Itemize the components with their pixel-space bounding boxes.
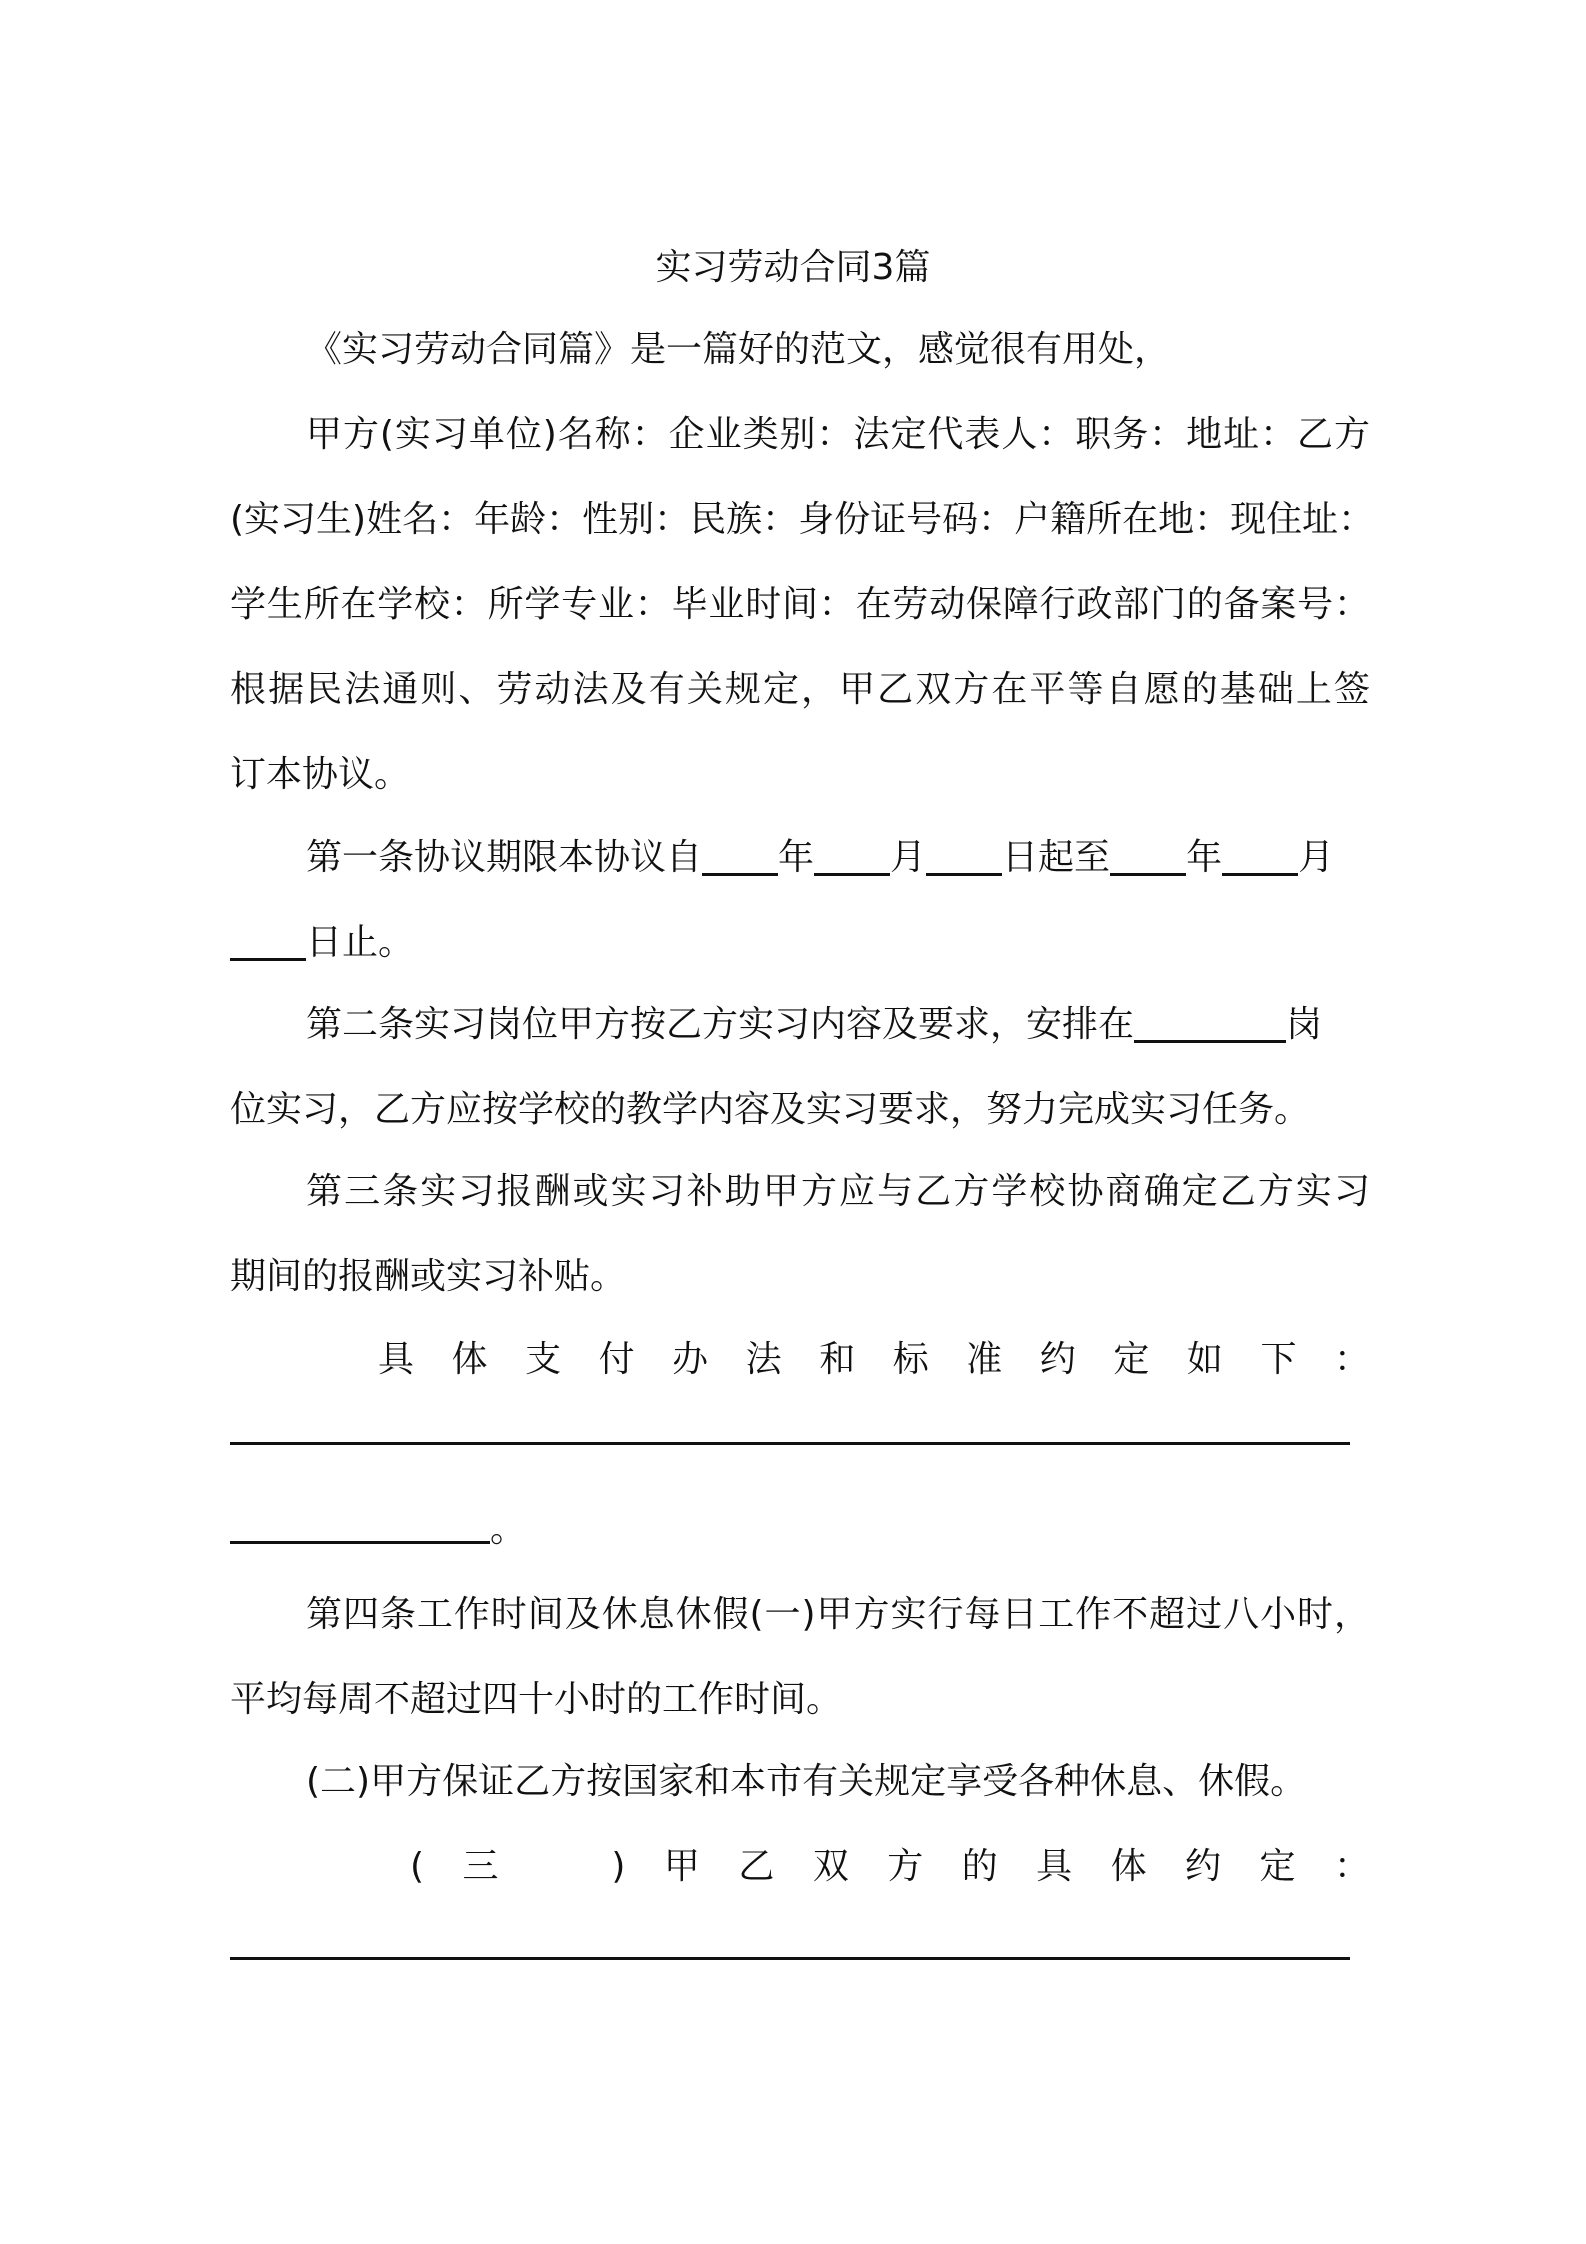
article3-line3: 具体支付办法和标准约定如下：: [378, 1339, 1370, 1380]
article4-line1: 第四条工作时间及休息休假(一)甲方实行每日工作不超过八小时，: [306, 1594, 1370, 1635]
document-title: 实习劳动合同3篇: [655, 247, 931, 288]
intro-line: 《实习劳动合同篇》是一篇好的范文，感觉很有用处，: [306, 329, 1171, 370]
article3-line2: 期间的报酬或实习补贴。: [230, 1256, 627, 1297]
article4-line2: 平均每周不超过四十小时的工作时间。: [230, 1679, 843, 1720]
period: 。: [490, 1509, 527, 1550]
article3-end-line: [230, 1505, 1370, 1555]
article2-line2: 位实习，乙方应按学校的教学内容及实习要求，努力完成实习任务。: [230, 1089, 1311, 1130]
blank-field[interactable]: [230, 1505, 490, 1544]
blank-field[interactable]: [230, 918, 306, 961]
article4-line3: (二)甲方保证乙方按国家和本市有关规定享受各种休息、休假。: [306, 1761, 1307, 1802]
month-label: 月: [890, 837, 927, 878]
article2-prefix: 第二条实习岗位甲方按乙方实习内容及要求，安排在: [306, 1004, 1135, 1045]
article2-suffix: 岗: [1286, 1004, 1323, 1045]
year-label: 年: [778, 837, 815, 878]
blank-field[interactable]: [814, 833, 890, 876]
article2-line1: [230, 1000, 1370, 1050]
month-label: 月: [1298, 837, 1335, 878]
parties-line: (实习生)姓名：年龄：性别：民族：身份证号码：户籍所在地：现住址：: [230, 499, 1375, 540]
year-label: 年: [1186, 837, 1223, 878]
parties-line: 根据民法通则、劳动法及有关规定，甲乙双方在平等自愿的基础上签: [230, 669, 1370, 710]
parties-line: 甲方(实习单位)名称：企业类别：法定代表人：职务：地址：乙方: [306, 414, 1370, 455]
blank-field[interactable]: [1110, 833, 1186, 876]
article1-prefix: 第一条协议期限本协议自: [306, 837, 703, 878]
article1-line1: [230, 833, 1370, 883]
blank-field[interactable]: [926, 833, 1002, 876]
article1-end: 日止。: [306, 922, 415, 963]
blank-field[interactable]: [702, 833, 778, 876]
blank-line[interactable]: [230, 1957, 1350, 1960]
article3-line1: 第三条实习报酬或实习补助甲方应与乙方学校协商确定乙方实习: [306, 1171, 1370, 1212]
blank-line[interactable]: [230, 1442, 1350, 1445]
day-label: 日起至: [1002, 837, 1111, 878]
parties-line: 订本协议。: [230, 754, 411, 795]
blank-field[interactable]: [1134, 1000, 1286, 1043]
blank-field[interactable]: [1222, 833, 1298, 876]
article1-line2: [230, 918, 1370, 968]
parties-line: 学生所在学校：所学专业：毕业时间：在劳动保障行政部门的备案号：: [230, 584, 1370, 625]
article4-line4: (三 )甲乙双方的具体约定：: [410, 1846, 1370, 1887]
